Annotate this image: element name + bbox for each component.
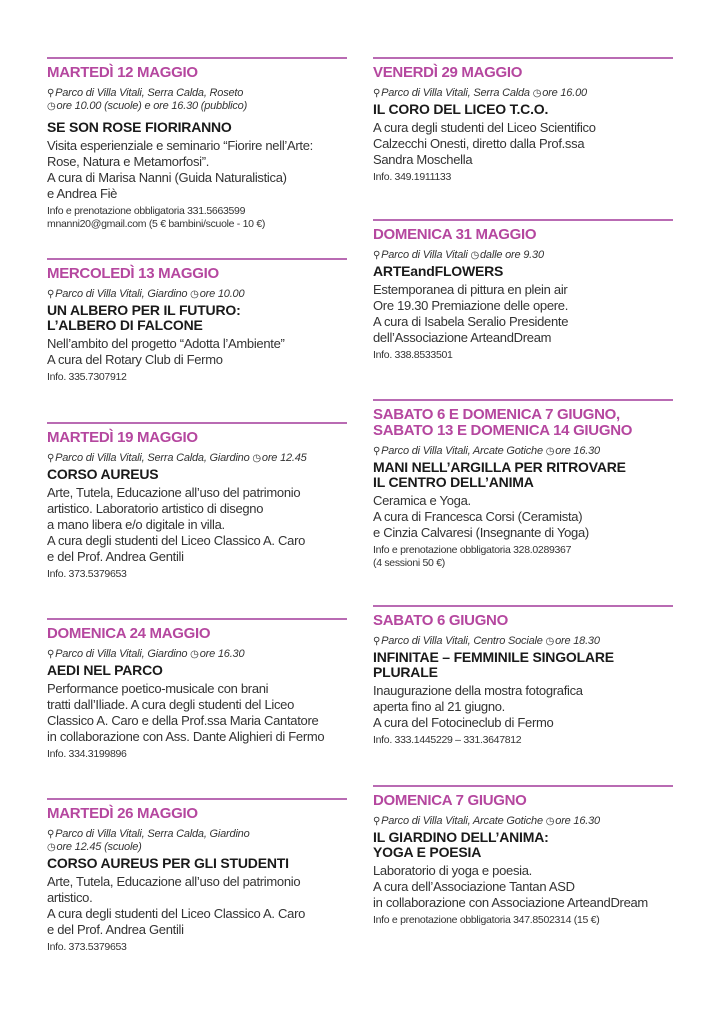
title-line: AEDI NEL PARCO: [47, 662, 163, 678]
event-location: Parco di Villa Vitali, Giardino: [55, 648, 188, 660]
event-location: Parco di Villa Vitali, Centro Sociale: [381, 635, 543, 647]
title-line: CORSO AUREUS PER GLI STUDENTI: [47, 855, 289, 871]
info-line: Info. 333.1445229 – 331.3647812: [373, 734, 522, 746]
map-pin-icon: ⚲: [373, 88, 381, 99]
title-line: ARTEandFLOWERS: [373, 263, 504, 279]
event-item: [373, 57, 673, 219]
desc-line: tratti dall’Iliade. A cura degli studenti del Liceo: [47, 697, 295, 712]
event-title: [373, 264, 673, 279]
desc-line: Arte, Tutela, Educazione all’uso del patrimonio: [47, 874, 301, 889]
event-meta: [47, 828, 347, 854]
clock-icon: ◷: [532, 88, 542, 99]
desc-line: Visita esperienziale e seminario “Fiorire nell’Arte:: [47, 138, 313, 153]
desc-line: Sandra Moschella: [373, 152, 473, 167]
clock-icon: ◷: [545, 636, 555, 647]
desc-line: e Andrea Fiè: [47, 186, 118, 201]
event-meta: [373, 445, 673, 458]
event-description: [47, 138, 347, 202]
desc-line: in collaborazione con Ass. Dante Alighieri di Fermo: [47, 729, 325, 744]
desc-line: e Cinzia Calvaresi (Insegnante di Yoga): [373, 525, 589, 540]
event-info: [47, 941, 347, 954]
event-time: ore 16.30: [555, 815, 600, 827]
event-description: [373, 282, 673, 346]
title-line: UN ALBERO PER IL FUTURO:: [47, 302, 241, 318]
info-line: Info. 334.3199896: [47, 748, 127, 760]
date-line: SABATO 13 E DOMENICA 14 GIUGNO: [373, 422, 633, 439]
event-meta: [47, 288, 347, 301]
event-title: [47, 303, 347, 333]
event-description: [47, 874, 347, 938]
event-meta: [373, 249, 673, 262]
event-time: ore 16.00: [542, 87, 587, 99]
clock-icon: ◷: [190, 289, 199, 300]
map-pin-icon: ⚲: [373, 816, 381, 827]
clock-icon: ◷: [545, 816, 555, 827]
desc-line: Arte, Tutela, Educazione all’uso del patrimonio: [47, 485, 301, 500]
info-line: Info. 349.1911133: [373, 171, 452, 183]
event-time: ore 10.00 (scuole) e ore 16.30 (pubblico): [56, 100, 248, 112]
event-info: [47, 371, 347, 384]
desc-line: e del Prof. Andrea Gentili: [47, 549, 184, 564]
desc-line: Calzecchi Onesti, diretto dalla Prof.ssa: [373, 136, 585, 151]
event-description: [373, 863, 673, 911]
event-title: [47, 663, 347, 678]
desc-line: A cura degli studenti del Liceo Classico A. Caro: [47, 906, 306, 921]
desc-line: Laboratorio di yoga e poesia.: [373, 863, 532, 878]
event-time: ore 16.30: [199, 648, 245, 660]
title-line: YOGA E POESIA: [373, 844, 482, 860]
event-info: [373, 171, 673, 184]
event-title: [373, 460, 673, 490]
map-pin-icon: ⚲: [47, 829, 55, 840]
map-pin-icon: ⚲: [373, 446, 381, 457]
event-time: ore 10.00: [199, 288, 245, 300]
map-pin-icon: ⚲: [47, 289, 55, 300]
event-description: [47, 681, 347, 745]
title-line: PLURALE: [373, 664, 438, 680]
event-item: [47, 57, 347, 258]
clock-icon: ◷: [190, 649, 199, 660]
clock-icon: ◷: [252, 453, 261, 464]
event-location: Parco di Villa Vitali, Serra Calda, Giardino: [55, 452, 250, 464]
desc-line: A cura del Rotary Club di Fermo: [47, 352, 223, 367]
desc-line: artistico. Laboratorio artistico di disegno: [47, 501, 264, 516]
desc-line: A cura degli studenti del Liceo Scientifico: [373, 120, 596, 135]
clock-icon: ◷: [545, 446, 555, 457]
event-title: [47, 120, 347, 135]
event-date: MERCOLEDÌ 13 MAGGIO: [47, 265, 219, 282]
event-location: Parco di Villa Vitali, Arcate Gotiche: [381, 445, 543, 457]
event-info: [373, 914, 673, 927]
event-description: [47, 336, 347, 368]
event-meta: [47, 648, 347, 661]
desc-line: A cura di Isabela Seralio Presidente: [373, 314, 569, 329]
clock-icon: ◷: [470, 250, 480, 261]
title-line: IL CORO DEL LICEO T.C.O.: [373, 101, 549, 117]
info-line: Info. 373.5379653: [47, 941, 127, 953]
info-line: Info. 338.8533501: [373, 349, 453, 361]
event-meta: [373, 815, 673, 828]
event-title: [47, 856, 347, 871]
info-line: Info e prenotazione obbligatoria 328.0289367: [373, 544, 572, 556]
title-line: IL CENTRO DELL’ANIMA: [373, 474, 534, 490]
clock-icon: ◷: [47, 101, 56, 112]
desc-line: artistico.: [47, 890, 93, 905]
desc-line: aperta fino al 21 giugno.: [373, 699, 505, 714]
event-title: [373, 102, 673, 117]
event-info: [373, 734, 673, 747]
event-meta: [373, 87, 673, 100]
event-description: [373, 493, 673, 541]
event-title: [373, 650, 673, 680]
event-item: [47, 618, 347, 798]
desc-line: Ore 19.30 Premiazione delle opere.: [373, 298, 569, 313]
clock-icon: ◷: [47, 842, 56, 853]
title-line: IL GIARDINO DELL’ANIMA:: [373, 829, 549, 845]
event-date: DOMENICA 31 MAGGIO: [373, 226, 537, 243]
event-date: [373, 407, 673, 439]
title-line: CORSO AUREUS: [47, 466, 159, 482]
event-location: Parco di Villa Vitali, Serra Calda: [381, 87, 530, 99]
map-pin-icon: ⚲: [373, 636, 381, 647]
info-line: Info e prenotazione obbligatoria 331.5663599: [47, 205, 246, 217]
info-line: Info. 373.5379653: [47, 568, 127, 580]
event-description: [373, 683, 673, 731]
event-date: DOMENICA 24 MAGGIO: [47, 625, 211, 642]
desc-line: A cura del Fotocineclub di Fermo: [373, 715, 554, 730]
desc-line: Inaugurazione della mostra fotografica: [373, 683, 583, 698]
event-item: [47, 798, 347, 976]
right-column: [373, 57, 673, 943]
desc-line: A cura degli studenti del Liceo Classico A. Caro: [47, 533, 306, 548]
event-time: dalle ore 9.30: [480, 249, 544, 261]
desc-line: A cura di Marisa Nanni (Guida Naturalistica): [47, 170, 287, 185]
title-line: INFINITAE – FEMMINILE SINGOLARE: [373, 649, 614, 665]
event-info: [47, 568, 347, 581]
event-date: DOMENICA 7 GIUGNO: [373, 792, 527, 809]
desc-line: A cura dell’Associazione Tantan ASD: [373, 879, 575, 894]
desc-line: Classico A. Caro e della Prof.ssa Maria Cantatore: [47, 713, 319, 728]
event-item: [373, 219, 673, 399]
event-item: [373, 399, 673, 605]
desc-line: Ceramica e Yoga.: [373, 493, 471, 508]
event-location: Parco di Villa Vitali, Giardino: [55, 288, 188, 300]
event-info: [373, 349, 673, 362]
event-description: [373, 120, 673, 168]
event-item: [373, 785, 673, 943]
map-pin-icon: ⚲: [47, 453, 55, 464]
event-meta: [373, 635, 673, 648]
desc-line: dell’Associazione ArteandDream: [373, 330, 552, 345]
desc-line: a mano libera e/o digitale in villa.: [47, 517, 225, 532]
event-time: ore 12.45 (scuole): [56, 841, 142, 853]
event-date: MARTEDÌ 12 MAGGIO: [47, 64, 198, 81]
map-pin-icon: ⚲: [47, 88, 55, 99]
event-time: ore 12.45: [261, 452, 307, 464]
desc-line: Performance poetico-musicale con brani: [47, 681, 269, 696]
desc-line: Rose, Natura e Metamorfosi”.: [47, 154, 210, 169]
desc-line: e del Prof. Andrea Gentili: [47, 922, 184, 937]
event-meta: [47, 87, 347, 113]
event-info: [373, 544, 673, 570]
title-line: SE SON ROSE FIORIRANNO: [47, 119, 232, 135]
event-time: ore 16.30: [555, 445, 600, 457]
event-item: [47, 258, 347, 422]
event-description: [47, 485, 347, 565]
event-title: [373, 830, 673, 860]
info-line: Info. 335.7307912: [47, 371, 127, 383]
map-pin-icon: ⚲: [47, 649, 55, 660]
event-item: [373, 605, 673, 785]
desc-line: Estemporanea di pittura en plein air: [373, 282, 568, 297]
event-date: MARTEDÌ 19 MAGGIO: [47, 429, 198, 446]
title-line: MANI NELL’ARGILLA PER RITROVARE: [373, 459, 626, 475]
event-location: Parco di Villa Vitali, Serra Calda, Roseto: [55, 87, 244, 99]
event-meta: [47, 452, 347, 465]
date-line: SABATO 6 E DOMENICA 7 GIUGNO,: [373, 406, 620, 423]
event-title: [47, 467, 347, 482]
info-line: Info e prenotazione obbligatoria 347.8502314 (15 €): [373, 914, 600, 926]
event-location: Parco di Villa Vitali, Serra Calda, Giardino: [55, 828, 250, 840]
map-pin-icon: ⚲: [373, 250, 381, 261]
event-info: [47, 748, 347, 761]
info-line: (4 sessioni 50 €): [373, 557, 445, 569]
desc-line: in collaborazione con Associazione ArteandDream: [373, 895, 648, 910]
left-column: [47, 57, 347, 976]
event-time: ore 18.30: [555, 635, 600, 647]
event-date: SABATO 6 GIUGNO: [373, 612, 508, 629]
event-info: [47, 205, 347, 231]
desc-line: Nell’ambito del progetto “Adotta l’Ambiente”: [47, 336, 285, 351]
event-location: Parco di Villa Vitali, Arcate Gotiche: [381, 815, 543, 827]
event-item: [47, 422, 347, 618]
info-line: mnanni20@gmail.com (5 € bambini/scuole - 10 €): [47, 218, 266, 230]
event-date: VENERDÌ 29 MAGGIO: [373, 64, 523, 81]
event-location: Parco di Villa Vitali: [381, 249, 468, 261]
event-date: MARTEDÌ 26 MAGGIO: [47, 805, 198, 822]
desc-line: A cura di Francesca Corsi (Ceramista): [373, 509, 583, 524]
title-line: L’ALBERO DI FALCONE: [47, 317, 203, 333]
